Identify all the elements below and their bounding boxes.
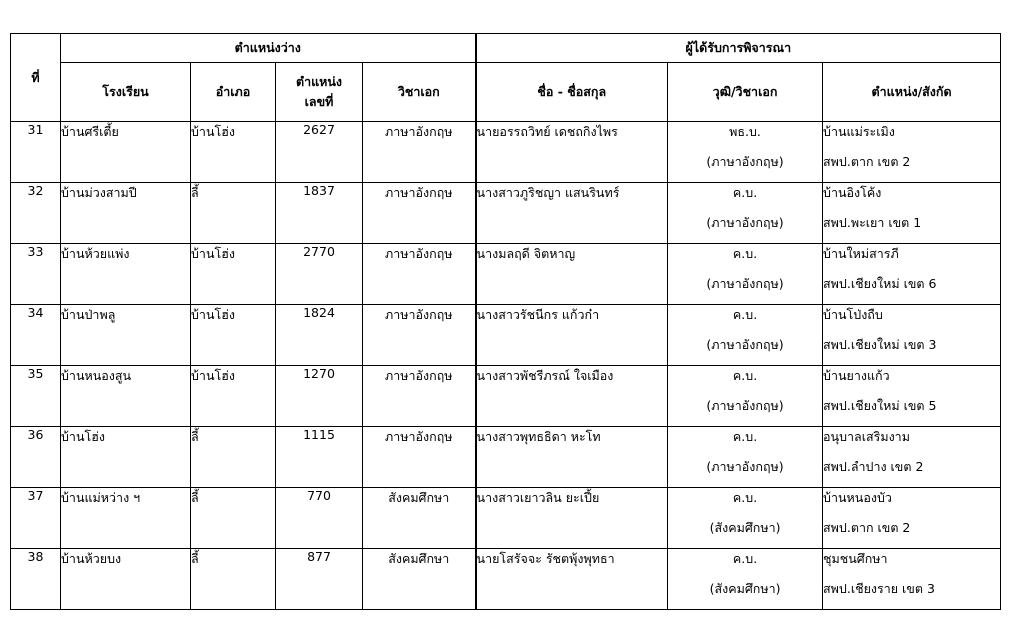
- cell-no: 34: [11, 305, 61, 366]
- cell-major: ภาษาอังกฤษ: [363, 427, 476, 488]
- affiliation-office: สพป.เชียงราย เขต 3: [823, 581, 935, 596]
- table-row: [11, 488, 1001, 549]
- affiliation-office: สพป.ตาก เขต 2: [823, 154, 911, 169]
- cell-district: ลี้: [191, 183, 276, 244]
- cell-position-no: 1270: [276, 366, 363, 427]
- degree-title: ค.บ.: [732, 551, 758, 566]
- cell-name: นายโสรัจจะ รัชตพุ้งพุทธา: [476, 549, 668, 610]
- degree-major: (ภาษาอังกฤษ): [706, 215, 784, 230]
- cell-school: บ้านห้วยแพ่ง: [61, 244, 191, 305]
- cell-district: ลี้: [191, 427, 276, 488]
- header-major: วิชาเอก: [363, 63, 476, 122]
- cell-district: ลี้: [191, 549, 276, 610]
- cell-no: 37: [11, 488, 61, 549]
- cell-position-no: 2770: [276, 244, 363, 305]
- cell-district: บ้านโฮ่ง: [191, 366, 276, 427]
- cell-position-no: 877: [276, 549, 363, 610]
- degree-title: ค.บ.: [732, 490, 758, 505]
- cell-district: บ้านโฮ่ง: [191, 122, 276, 183]
- cell-affiliation: [823, 305, 1001, 366]
- degree-major: (ภาษาอังกฤษ): [706, 276, 784, 291]
- degree-major: (สังคมศึกษา): [709, 581, 781, 596]
- affiliation-school: บ้านโป่งถืบ: [823, 307, 883, 322]
- cell-school: บ้านหนองสูน: [61, 366, 191, 427]
- header-index: ที่: [11, 34, 61, 122]
- table-row: [11, 244, 1001, 305]
- affiliation-office: สพป.เชียงใหม่ เขต 3: [823, 337, 937, 352]
- header-position-no: [276, 63, 363, 122]
- header-degree: วุฒิ/วิชาเอก: [668, 63, 823, 122]
- cell-school: บ้านห้วยบง: [61, 549, 191, 610]
- affiliation-school: บ้านอิงโค้ง: [823, 185, 882, 200]
- header-position-no-line2: เลขที่: [304, 94, 334, 109]
- degree-title: ค.บ.: [732, 368, 758, 383]
- candidates-table: [10, 33, 1001, 610]
- cell-affiliation: [823, 122, 1001, 183]
- cell-no: 35: [11, 366, 61, 427]
- header-vacant-group: ตำแหน่งว่าง: [61, 34, 476, 63]
- affiliation-office: สพป.ลำปาง เขต 2: [823, 459, 924, 474]
- cell-district: บ้านโฮ่ง: [191, 305, 276, 366]
- table-row: [11, 305, 1001, 366]
- cell-degree: [668, 244, 823, 305]
- cell-major: ภาษาอังกฤษ: [363, 122, 476, 183]
- degree-major: (ภาษาอังกฤษ): [706, 337, 784, 352]
- header-row-group: [11, 34, 1001, 63]
- cell-affiliation: [823, 488, 1001, 549]
- cell-name: นางมลฤดี จิตหาญ: [476, 244, 668, 305]
- affiliation-school: อนุบาลเสริมงาม: [823, 429, 910, 444]
- cell-degree: [668, 488, 823, 549]
- cell-name: นางสาวรัชนีกร แก้วก๋า: [476, 305, 668, 366]
- cell-name: นางสาวเยาวลิน ยะเปี้ย: [476, 488, 668, 549]
- affiliation-office: สพป.เชียงใหม่ เขต 5: [823, 398, 937, 413]
- cell-name: นางสาวพุทธธิดา หะโท: [476, 427, 668, 488]
- header-name: ชื่อ - ชื่อสกุล: [476, 63, 668, 122]
- cell-major: ภาษาอังกฤษ: [363, 244, 476, 305]
- cell-no: 36: [11, 427, 61, 488]
- affiliation-school: บ้านใหม่สารภี: [823, 246, 899, 261]
- cell-position-no: 1824: [276, 305, 363, 366]
- cell-degree: [668, 366, 823, 427]
- cell-district: ลี้: [191, 488, 276, 549]
- degree-title: ค.บ.: [732, 185, 758, 200]
- affiliation-office: สพป.ตาก เขต 2: [823, 520, 911, 535]
- table-row: [11, 427, 1001, 488]
- cell-position-no: 1115: [276, 427, 363, 488]
- cell-major: ภาษาอังกฤษ: [363, 183, 476, 244]
- degree-title: ค.บ.: [732, 429, 758, 444]
- cell-affiliation: [823, 427, 1001, 488]
- cell-school: บ้านม่วงสามปี: [61, 183, 191, 244]
- cell-major: ภาษาอังกฤษ: [363, 305, 476, 366]
- header-position-no-line1: ตำแหน่ง: [295, 74, 343, 89]
- cell-name: นางสาวภูริชญา แสนรินทร์: [476, 183, 668, 244]
- cell-position-no: 2627: [276, 122, 363, 183]
- degree-title: พธ.บ.: [729, 124, 761, 139]
- affiliation-office: สพป.พะเยา เขต 1: [823, 215, 922, 230]
- table-row: [11, 549, 1001, 610]
- affiliation-school: บ้านยางแก้ว: [823, 368, 890, 383]
- cell-school: บ้านป่าพลู: [61, 305, 191, 366]
- cell-affiliation: [823, 244, 1001, 305]
- cell-degree: [668, 427, 823, 488]
- degree-major: (ภาษาอังกฤษ): [706, 398, 784, 413]
- cell-degree: [668, 305, 823, 366]
- table-row: [11, 366, 1001, 427]
- cell-degree: [668, 122, 823, 183]
- header-district: อำเภอ: [191, 63, 276, 122]
- cell-affiliation: [823, 549, 1001, 610]
- header-candidate-group: ผู้ได้รับการพิจารณา: [476, 34, 1001, 63]
- affiliation-school: บ้านหนองบัว: [823, 490, 892, 505]
- cell-no: 33: [11, 244, 61, 305]
- degree-title: ค.บ.: [732, 246, 758, 261]
- cell-degree: [668, 549, 823, 610]
- cell-name: นายอรรถวิทย์ เดชถกิงไพร: [476, 122, 668, 183]
- degree-title: ค.บ.: [732, 307, 758, 322]
- degree-major: (ภาษาอังกฤษ): [706, 459, 784, 474]
- cell-no: 38: [11, 549, 61, 610]
- cell-district: บ้านโฮ่ง: [191, 244, 276, 305]
- cell-position-no: 1837: [276, 183, 363, 244]
- cell-no: 32: [11, 183, 61, 244]
- cell-affiliation: [823, 366, 1001, 427]
- header-school: โรงเรียน: [61, 63, 191, 122]
- cell-major: สังคมศึกษา: [363, 549, 476, 610]
- cell-name: นางสาวพัชรีภรณ์ ใจเมือง: [476, 366, 668, 427]
- cell-position-no: 770: [276, 488, 363, 549]
- cell-major: ภาษาอังกฤษ: [363, 366, 476, 427]
- cell-school: บ้านแม่หว่าง ฯ: [61, 488, 191, 549]
- cell-affiliation: [823, 183, 1001, 244]
- header-affiliation: ตำแหน่ง/สังกัด: [823, 63, 1001, 122]
- affiliation-school: ชุมชนศึกษา: [823, 551, 888, 566]
- table-row: [11, 183, 1001, 244]
- header-row-columns: [11, 63, 1001, 122]
- affiliation-office: สพป.เชียงใหม่ เขต 6: [823, 276, 937, 291]
- cell-degree: [668, 183, 823, 244]
- affiliation-school: บ้านแม่ระเมิง: [823, 124, 895, 139]
- cell-no: 31: [11, 122, 61, 183]
- degree-major: (ภาษาอังกฤษ): [706, 154, 784, 169]
- cell-major: สังคมศึกษา: [363, 488, 476, 549]
- table-row: [11, 122, 1001, 183]
- degree-major: (สังคมศึกษา): [709, 520, 781, 535]
- cell-school: บ้านโฮ่ง: [61, 427, 191, 488]
- cell-school: บ้านศรีเตี้ย: [61, 122, 191, 183]
